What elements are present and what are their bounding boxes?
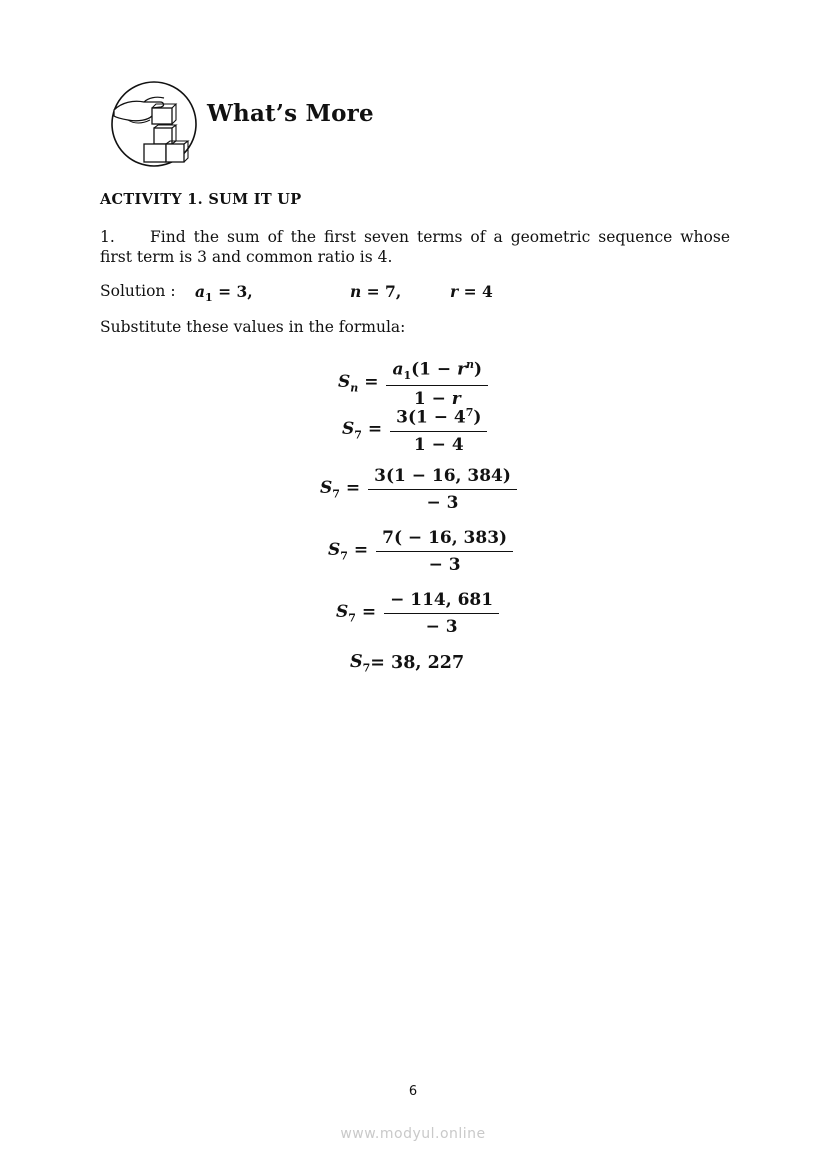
activity-heading: ACTIVITY 1. SUM IT UP (100, 191, 302, 208)
equation-step-subtract (328, 528, 513, 575)
page-number: 6 (408, 1084, 418, 1099)
given-first-term: $a_1 = 3$, (195, 282, 253, 305)
equation-result (350, 652, 464, 675)
denominator: − 3 (428, 555, 461, 575)
denominator: − 3 (425, 617, 458, 637)
equation-lhs: $S_n$ = (338, 372, 379, 395)
watermark: www.modyul.online (340, 1126, 486, 1142)
fraction (368, 466, 517, 513)
solution-label: Solution : (100, 282, 176, 300)
denominator: 1 − r (413, 389, 461, 410)
fraction (390, 406, 487, 455)
problem-statement (100, 227, 730, 267)
numerator: $3(1 - 4^7)$ (396, 406, 482, 428)
given-r-value: = 4 (458, 282, 493, 301)
equation-step-substitution (342, 406, 487, 455)
given-common-ratio: r = 4 (450, 282, 493, 301)
equation-lhs: $S_7$ = (320, 478, 361, 501)
denominator: 1 − 4 (413, 434, 464, 455)
equation-lhs: $S_7$ = (336, 602, 377, 625)
formula-sum-geometric (338, 358, 488, 409)
given-a1-value: = 3, (212, 282, 253, 301)
given-number-of-terms: n = 7, (350, 282, 402, 301)
problem-number: 1. (100, 228, 115, 246)
fraction (376, 528, 513, 575)
given-n-value: = 7, (361, 282, 402, 301)
problem-text: Find the sum of the first seven terms of a geometric sequence whose first term is 3 and common ratio is 4. (100, 228, 730, 266)
numerator: 3(1 − 16, 384) (374, 466, 511, 486)
numerator: − 114, 681 (390, 590, 494, 610)
equation-lhs: $S_7$ = (342, 419, 383, 442)
equation-step-power (320, 466, 517, 513)
fraction (384, 590, 499, 637)
numerator: 7( − 16, 383) (382, 528, 508, 548)
equation-lhs: $S_7$ = (328, 540, 369, 563)
section-title: What’s More (207, 100, 374, 127)
denominator: − 3 (426, 493, 459, 513)
result-value: = 38, 227 (370, 653, 465, 674)
numerator: $a_1(1 - r^n)$ (392, 358, 483, 383)
hand-stacking-blocks-icon (108, 80, 200, 168)
equation-lhs: $S_7$ (350, 652, 371, 675)
substitute-instruction: Substitute these values in the formula: (100, 318, 406, 336)
equation-step-multiply (336, 590, 499, 637)
fraction (386, 358, 488, 409)
